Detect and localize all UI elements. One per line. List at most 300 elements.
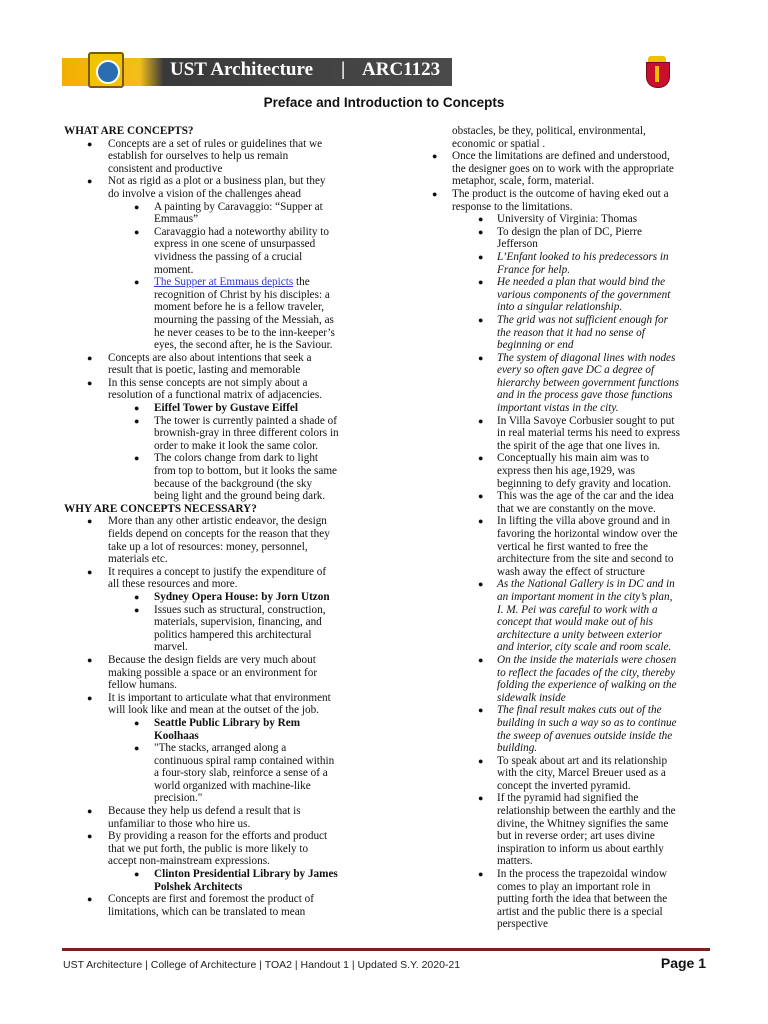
line-text: Jefferson xyxy=(497,238,538,251)
line-text: moment before he is a fellow traveler, xyxy=(154,301,325,314)
text-line xyxy=(64,730,376,743)
line-text: divine, the Whitney signifies the same xyxy=(497,817,669,830)
line-text: perspective xyxy=(497,918,548,931)
text-line xyxy=(64,465,376,478)
text-line xyxy=(64,830,376,843)
text-line xyxy=(64,175,376,188)
text-line xyxy=(422,541,710,554)
line-text: Eiffel Tower by Gustave Eiffel xyxy=(154,402,298,415)
line-text: in real material terms his need to express xyxy=(497,427,680,440)
text-line xyxy=(64,478,376,491)
line-text: beginning to defy gravity and location. xyxy=(497,477,671,490)
bullet-icon: ● xyxy=(87,894,93,905)
line-text: limitations, which can be translated to mean xyxy=(108,905,306,918)
text-line xyxy=(422,616,710,629)
line-text: take up a lot of resources: money, personnel, xyxy=(108,540,308,553)
bullet-icon: ● xyxy=(134,869,140,880)
text-line xyxy=(64,440,376,453)
bullet-icon: ● xyxy=(134,604,140,615)
bullet-icon: ● xyxy=(134,201,140,212)
text-line xyxy=(64,843,376,856)
bullet-icon: ● xyxy=(478,453,484,464)
bullet-icon: ● xyxy=(478,579,484,590)
text-line xyxy=(64,389,376,402)
text-line xyxy=(422,276,710,289)
text-line xyxy=(64,213,376,226)
line-text: all these resources and more. xyxy=(108,578,238,591)
line-text: materials, supervision, financing, and xyxy=(154,616,322,629)
line-text: vertical he first wanted to free the xyxy=(497,540,648,553)
bullet-icon: ● xyxy=(478,352,484,363)
bullet-icon: ● xyxy=(478,793,484,804)
line-text: It is important to articulate what that environment xyxy=(108,691,331,704)
line-text: The grid was not sufficient enough for xyxy=(497,313,668,326)
bullet-icon: ● xyxy=(134,591,140,602)
line-text: will look like and mean at the outset of the job. xyxy=(108,704,319,717)
text-line xyxy=(64,163,376,176)
line-text: favoring the horizontal window over the xyxy=(497,528,678,540)
line-text: establish for ourselves to help us remain xyxy=(108,150,289,163)
text-line xyxy=(422,792,710,805)
line-text: fellow humans. xyxy=(108,679,177,692)
text-line xyxy=(422,251,710,264)
text-line xyxy=(64,188,376,201)
text-line xyxy=(422,704,710,717)
text-line xyxy=(64,868,376,881)
text-line xyxy=(422,188,710,201)
text-line xyxy=(64,591,376,604)
line-text: Clinton Presidential Library by James xyxy=(154,868,338,881)
course-code: ARC1123 xyxy=(362,59,441,80)
line-text: University of Virginia: Thomas xyxy=(497,213,638,226)
text-line xyxy=(64,427,376,440)
line-text: the designer goes on to work with the appropriate xyxy=(452,162,674,175)
line-text: folding the experience of walking on the xyxy=(497,679,677,692)
line-text: world organized with machine-like xyxy=(154,779,311,792)
line-text: The product is the outcome of having eked out a xyxy=(452,187,669,200)
text-line xyxy=(422,742,710,755)
line-text: consistent and productive xyxy=(108,162,223,175)
line-text: Concepts are also about intentions that seek a xyxy=(108,351,312,364)
line-text: with the city, Marcel Breuer used as a xyxy=(497,767,666,780)
bullet-icon: ● xyxy=(134,403,140,414)
line-text: Once the limitations are defined and understood, xyxy=(452,150,670,163)
left-column xyxy=(64,125,376,918)
line-text: do involve a vision of the challenges ahead xyxy=(108,187,301,200)
text-line xyxy=(422,364,710,377)
text-line xyxy=(64,667,376,680)
text-line xyxy=(64,515,376,528)
line-text: but in reverse order; art uses divine xyxy=(497,830,655,843)
line-text: eyes, the second after, he is the Saviour. xyxy=(154,339,333,352)
text-line xyxy=(64,415,376,428)
line-text: Because they help us defend a result that is xyxy=(108,805,301,818)
section-heading xyxy=(64,503,376,516)
line-text: fields depend on concepts for the reason that they xyxy=(108,528,330,540)
bullet-icon: ● xyxy=(134,743,140,754)
line-text: making possible a space or an environment for xyxy=(108,666,318,679)
text-line xyxy=(422,226,710,239)
text-line xyxy=(422,667,710,680)
line-text: Not as rigid as a plot or a business plan, but they xyxy=(108,175,326,188)
text-line xyxy=(64,906,376,919)
line-text: every so often gave DC a degree of xyxy=(497,364,655,377)
line-text: In the process the trapezoidal window xyxy=(497,868,667,881)
page-number: Page 1 xyxy=(660,955,706,971)
text-line xyxy=(64,855,376,868)
line-text: Because the design fields are very much about xyxy=(108,653,316,666)
line-text: the sweep of avenues outside inside the xyxy=(497,729,673,742)
line-text: inspiration to inform us about earthly xyxy=(497,842,664,855)
text-line xyxy=(64,402,376,415)
line-text: building. xyxy=(497,742,538,755)
text-line xyxy=(64,679,376,692)
header-title: UST Architecture xyxy=(170,59,314,80)
line-text: he never ceases to be to the inn-keeper’s xyxy=(154,326,335,339)
bullet-icon: ● xyxy=(134,453,140,464)
page-title: Preface and Introduction to Concepts xyxy=(263,95,505,110)
text-line xyxy=(422,125,710,138)
text-line xyxy=(64,226,376,239)
bullet-icon: ● xyxy=(87,566,93,577)
text-line xyxy=(422,566,710,579)
section-heading xyxy=(64,125,376,138)
line-text: To design the plan of DC, Pierre xyxy=(497,225,642,238)
text-line xyxy=(422,314,710,327)
text-line xyxy=(64,352,376,365)
bullet-icon: ● xyxy=(478,755,484,766)
bullet-icon: ● xyxy=(87,138,93,149)
line-text: Concepts are a set of rules or guidelines that we xyxy=(108,137,323,150)
line-text: recognition of Christ by his disciples: a xyxy=(154,288,330,301)
text-line xyxy=(64,616,376,629)
text-line xyxy=(64,893,376,906)
text-line xyxy=(422,163,710,176)
text-line xyxy=(422,352,710,365)
ust-seal-logo xyxy=(88,52,124,88)
bullet-icon: ● xyxy=(134,717,140,728)
line-text: As the National Gallery is in DC and in xyxy=(497,578,675,591)
line-text: More than any other artistic endeavor, the design xyxy=(108,515,327,528)
text-line xyxy=(422,755,710,768)
bullet-icon: ● xyxy=(478,705,484,716)
text-line xyxy=(422,150,710,163)
text-line xyxy=(64,452,376,465)
line-text: The final result makes cuts out of the xyxy=(497,704,662,717)
line-text: The system of diagonal lines with nodes xyxy=(497,351,676,364)
bullet-icon: ● xyxy=(87,352,93,363)
line-text: marvel. xyxy=(154,641,188,654)
line-text: a four-story slab, reinforce a sense of a xyxy=(154,767,328,780)
text-line xyxy=(422,478,710,491)
text-line xyxy=(422,440,710,453)
line-text: Caravaggio had a noteworthy ability to xyxy=(154,225,329,238)
text-line xyxy=(64,704,376,717)
bullet-icon: ● xyxy=(478,415,484,426)
line-text: obstacles, be they, political, environmental, xyxy=(452,125,646,137)
line-text: order to make it look the same color. xyxy=(154,439,319,452)
text-line xyxy=(422,389,710,402)
text-line xyxy=(64,276,376,289)
line-text: to reflect the facades of the city, thereby xyxy=(497,666,676,679)
bullet-icon: ● xyxy=(478,314,484,325)
text-line xyxy=(64,314,376,327)
bullet-icon: ● xyxy=(87,831,93,842)
line-text: In Villa Savoye Corbusier sought to put xyxy=(497,414,675,427)
text-line xyxy=(64,566,376,579)
text-line xyxy=(422,264,710,277)
text-line xyxy=(422,805,710,818)
text-line xyxy=(422,679,710,692)
text-line xyxy=(64,490,376,503)
line-text: because of the background (the sky xyxy=(154,477,313,490)
text-line xyxy=(422,175,710,188)
line-text: WHAT ARE CONCEPTS? xyxy=(64,125,194,137)
line-text: continuous spiral ramp contained within xyxy=(154,754,335,767)
line-text: The tower is currently painted a shade of xyxy=(154,414,337,427)
text-line xyxy=(422,843,710,856)
text-line xyxy=(64,264,376,277)
line-text: In lifting the villa above ground and in xyxy=(497,515,671,528)
bullet-icon: ● xyxy=(478,226,484,237)
line-text: brownish-gray in three different colors in xyxy=(154,427,339,440)
line-text: Sydney Opera House: by Jorn Utzon xyxy=(154,590,330,603)
bullet-icon: ● xyxy=(87,377,93,388)
line-text: hierarchy between government functions xyxy=(497,376,679,389)
text-line xyxy=(64,578,376,591)
text-line xyxy=(64,528,376,541)
text-line xyxy=(422,855,710,868)
text-line xyxy=(422,692,710,705)
text-line xyxy=(64,629,376,642)
line-text: that we put forth, the public is more likely to xyxy=(108,842,309,855)
line-text: matters. xyxy=(497,855,533,868)
text-line xyxy=(422,465,710,478)
text-line xyxy=(64,881,376,894)
text-line xyxy=(64,327,376,340)
text-line xyxy=(422,289,710,302)
text-line xyxy=(422,629,710,642)
line-text: comes to play an important role in xyxy=(497,880,651,893)
bullet-icon: ● xyxy=(87,692,93,703)
bullet-icon: ● xyxy=(478,869,484,880)
text-line xyxy=(64,742,376,755)
line-text: being light and the ground being dark. xyxy=(154,490,326,503)
text-line xyxy=(422,503,710,516)
text-line xyxy=(422,641,710,654)
bullet-icon: ● xyxy=(432,151,438,162)
line-text: sidewalk inside xyxy=(497,691,566,704)
line-text: important vistas in the city. xyxy=(497,402,619,415)
bullet-icon: ● xyxy=(478,491,484,502)
text-line xyxy=(64,767,376,780)
text-line xyxy=(64,201,376,214)
line-text: beginning or end xyxy=(497,339,574,352)
bullet-icon: ● xyxy=(134,415,140,426)
line-text: the xyxy=(293,276,310,289)
bullet-icon: ● xyxy=(87,654,93,665)
text-line xyxy=(422,717,710,730)
text-line xyxy=(422,830,710,843)
line-text: The colors change from dark to light xyxy=(154,452,319,465)
line-text: concept the inverted pyramid. xyxy=(497,779,631,792)
bullet-icon: ● xyxy=(478,277,484,288)
text-line xyxy=(422,238,710,251)
line-text: vividness the passing of a crucial xyxy=(154,250,303,263)
line-text: accept non-mainstream expressions. xyxy=(108,855,270,868)
text-line xyxy=(422,327,710,340)
right-column xyxy=(422,125,710,931)
line-text: precision." xyxy=(154,792,203,805)
line-text: and interior, city scale and room scale. xyxy=(497,641,672,654)
line-text: moment. xyxy=(154,263,194,276)
line-text: A painting by Caravaggio: “Supper at xyxy=(154,200,323,213)
line-text: unfamiliar to those who hire us. xyxy=(108,817,251,830)
text-line xyxy=(422,427,710,440)
text-line xyxy=(64,604,376,617)
line-text: Concepts are first and foremost the product of xyxy=(108,893,314,906)
line-text: If the pyramid had signified the xyxy=(497,792,639,805)
line-text: France for help. xyxy=(497,263,571,276)
line-text: He needed a plan that would bind the xyxy=(497,276,666,289)
line-text: artist and the public there is a special xyxy=(497,905,663,918)
line-text: I. M. Pei was careful to work with a xyxy=(497,603,658,616)
line-text: economic or spatial . xyxy=(452,137,546,150)
line-text: politics hampered this architectural xyxy=(154,628,312,641)
text-line xyxy=(64,692,376,705)
text-line xyxy=(422,301,710,314)
line-text: By providing a reason for the efforts and product xyxy=(108,830,328,843)
text-line xyxy=(422,138,710,151)
line-text: result that is poetic, lasting and memorable xyxy=(108,364,301,377)
bullet-icon: ● xyxy=(87,806,93,817)
text-line xyxy=(422,604,710,617)
crest-logo xyxy=(642,56,672,90)
text-line xyxy=(422,201,710,214)
line-text: On the inside the materials were chosen xyxy=(497,653,677,666)
text-line xyxy=(64,553,376,566)
header-separator: | xyxy=(341,59,346,80)
bullet-icon: ● xyxy=(478,654,484,665)
line-text: from top to bottom, but it looks the same xyxy=(154,465,338,478)
line-text: L’Enfant looked to his predecessors in xyxy=(497,250,669,263)
text-line xyxy=(422,415,710,428)
text-line xyxy=(422,818,710,831)
text-line xyxy=(64,377,376,390)
line-text: response to the limitations. xyxy=(452,200,573,213)
text-line xyxy=(422,868,710,881)
line-text: "The stacks, arranged along a xyxy=(154,742,287,755)
text-line xyxy=(422,377,710,390)
text-line xyxy=(422,730,710,743)
text-line xyxy=(422,339,710,352)
text-line xyxy=(422,893,710,906)
text-line xyxy=(422,780,710,793)
line-text: putting forth the idea that between the xyxy=(497,893,668,906)
bullet-icon: ● xyxy=(432,188,438,199)
text-line xyxy=(422,490,710,503)
text-line xyxy=(64,805,376,818)
line-text: To speak about art and its relationship xyxy=(497,754,668,767)
text-line xyxy=(422,553,710,566)
text-line xyxy=(64,138,376,151)
line-text: WHY ARE CONCEPTS NECESSARY? xyxy=(64,502,257,515)
footer-rule xyxy=(62,948,710,951)
line-text: the reason that it had no sense of xyxy=(497,326,645,339)
line-text: Emmaus” xyxy=(154,213,199,226)
line-text: building in such a way so as to continue xyxy=(497,716,677,729)
text-line xyxy=(422,528,710,541)
text-line xyxy=(64,780,376,793)
painting-link[interactable]: The Supper at Emmaus depicts xyxy=(154,276,294,289)
footer-text: UST Architecture | College of Architecture | TOA2 | Handout 1 | Updated S.Y. 2020-21 xyxy=(63,959,461,971)
line-text: relationship between the earthly and the xyxy=(497,805,676,818)
text-line xyxy=(64,289,376,302)
text-line xyxy=(64,792,376,805)
text-line xyxy=(64,818,376,831)
line-text: materials etc. xyxy=(108,553,168,566)
bullet-icon: ● xyxy=(134,277,140,288)
line-text: the spirit of the age that one lives in. xyxy=(497,439,661,452)
bullet-icon: ● xyxy=(134,226,140,237)
text-line xyxy=(64,717,376,730)
text-line xyxy=(64,755,376,768)
line-text: architecture a unity between exterior xyxy=(497,628,663,641)
text-line xyxy=(422,452,710,465)
text-line xyxy=(64,150,376,163)
text-line xyxy=(64,541,376,554)
line-text: and in the process gave those functions xyxy=(497,389,673,402)
line-text: In this sense concepts are not simply about a xyxy=(108,376,308,389)
text-line xyxy=(422,515,710,528)
text-line xyxy=(422,591,710,604)
line-text: into a singular relationship. xyxy=(497,301,623,314)
text-line xyxy=(422,918,710,931)
text-line xyxy=(422,654,710,667)
text-line xyxy=(422,578,710,591)
bullet-icon: ● xyxy=(478,516,484,527)
line-text: that we are constantly on the move. xyxy=(497,502,656,515)
bullet-icon: ● xyxy=(87,516,93,527)
text-line xyxy=(64,238,376,251)
line-text: metaphor, scale, form, material. xyxy=(452,175,595,188)
line-text: an important moment in the city’s plan, xyxy=(497,590,673,603)
text-line xyxy=(64,364,376,377)
line-text: Conceptually his main aim was to xyxy=(497,452,649,465)
line-text: Polshek Architects xyxy=(154,880,243,893)
text-line xyxy=(64,654,376,667)
text-line xyxy=(64,641,376,654)
line-text: resolution of a functional matrix of adjacencies. xyxy=(108,389,323,402)
line-text: architecture from the site and second to xyxy=(497,553,674,566)
line-text: express in one scene of unsurpassed xyxy=(154,238,316,251)
text-line xyxy=(64,301,376,314)
line-text: wash away the effect of structure xyxy=(497,565,645,578)
text-line xyxy=(422,906,710,919)
line-text: It requires a concept to justify the expenditure of xyxy=(108,565,327,578)
bullet-icon: ● xyxy=(478,251,484,262)
line-text: Seattle Public Library by Rem xyxy=(154,716,301,729)
line-text: concept that would make out of his xyxy=(497,616,653,629)
line-text: This was the age of the car and the idea xyxy=(497,490,674,503)
text-line xyxy=(422,402,710,415)
text-line xyxy=(422,767,710,780)
text-line xyxy=(64,339,376,352)
text-line xyxy=(64,251,376,264)
text-line xyxy=(422,213,710,226)
line-text: express then his age,1929, was xyxy=(497,465,635,478)
line-text: Koolhaas xyxy=(154,729,199,742)
